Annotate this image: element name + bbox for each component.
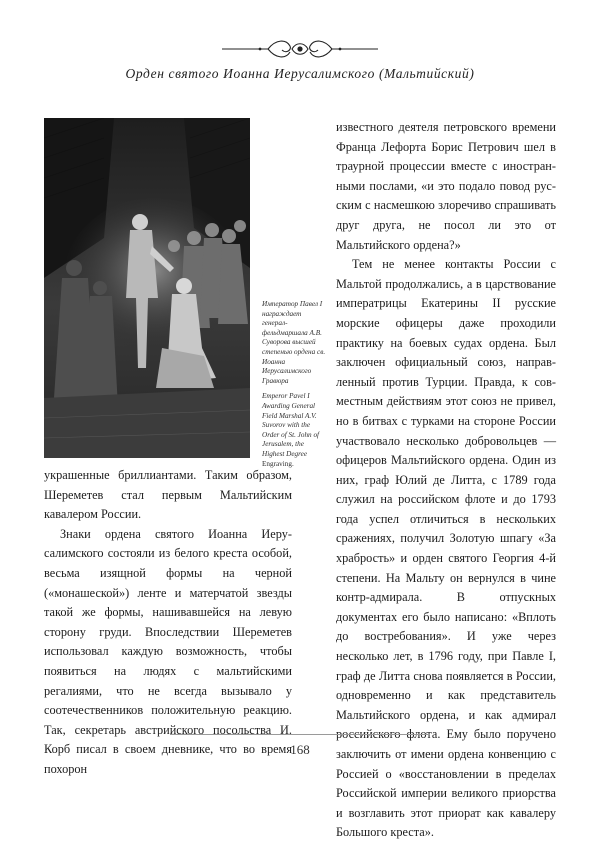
header-ornament <box>220 36 380 62</box>
footer-divider <box>170 734 430 735</box>
caption-english <box>262 392 328 469</box>
left-text-column <box>44 466 292 780</box>
caption-russian: Император Павел I награждает генерал-фельдмаршала А.В. Суворова высшей степенью ордена св. Иоанна Иерусалимского Гравюра <box>262 300 326 385</box>
left-paragraph-2: Знаки ордена святого Иоанна Иерусалимского состояли из белого креста особой, весьма изящной формы на черной («монашеской») ленте и матерчатой звезды такой же формы, нашивавшейся на левую сторону груди. Впоследствии Шереметев использовал каждую возможность, чтобы появиться на людях с мальтийскими регалиями, что не всегда вызывало у соотечественников положительную реакцию. Так, секретарь австрийского посольства И. Корб писал в своем дневнике, что во время похорон <box>44 526 292 776</box>
figure-caption <box>262 300 328 475</box>
engraving-image <box>44 118 250 458</box>
chapter-title: Орден святого Иоанна Иерусалимского (Мальтийский) <box>125 66 475 81</box>
left-paragraph-1: украшенные бриллиантами. Таким образом, Шереметев стал первым Мальтийским кавалером России. <box>44 468 292 522</box>
caption-english-tail: Engraving. <box>262 459 294 468</box>
caption-english-text: Emperor Pavel I Awarding General Field Marshal A.V. Suvorov with the Order of St. John of Jerusalem, the Highest Degree <box>262 392 320 458</box>
right-paragraph-1: известного деятеля петровского времени Франца Лефорта Борис Петрович шел в траурной процессии вместе с иностранными послами, «и это подало повод русским с насмешкою злоречиво спрашивать друг друга, не посол ли это от Мальтийского ордена?» <box>336 120 556 252</box>
right-paragraph-2: Тем не менее контакты России с Мальтой продолжались, а в царствование императрицы Екатерины II русские морские офицеры даже проходили практику на боевых судах ордена. Был заключен официальный союз, направленный против Турции. Правда, к совместным действиям этот союз не привел, но в битвах с турками на стороне России участвовало несколько добровольцев — офицеров Мальтийского ордена. Один из них, граф Юлий де Литта, с 1789 года служил на российском флоте и до 1793 года успел отличиться в нескольких сражениях, получил Золотую шпагу «За храбрость» и орден святого Георгия 4-й степени. На Мальту он вернулся в чине контр-адмирала. В отпускных документах его было написано: «Вплоть до востребования». И уже через несколько лет, в 1796 году, при Павле I, граф де Литта снова появляется в России, одновременно и как представитель Мальтийского ордена, и как адмирал российского флота. Ему было поручено заключить от имени ордена конвенцию с Россией о «восстановлении в пределах Российской империи великого приорства и возглавить этот приорат как кавалеру Большого креста». <box>336 257 556 840</box>
page-number: 168 <box>290 742 310 757</box>
